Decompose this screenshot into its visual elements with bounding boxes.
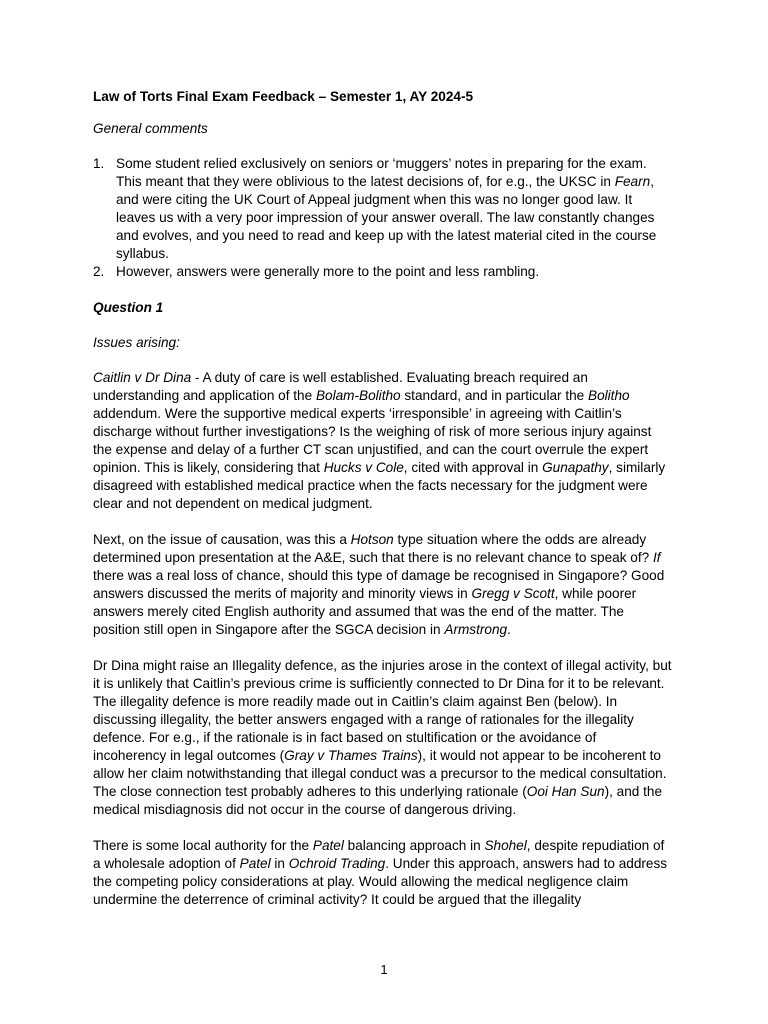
case-name: Patel xyxy=(239,856,271,871)
case-name: Armstrong xyxy=(444,622,508,637)
case-name: Hotson xyxy=(350,532,394,547)
paragraph xyxy=(93,837,673,909)
case-name: Caitlin v Dr Dina xyxy=(93,370,192,385)
text-run: ), and the medical misdiagnosis did not occur in the course of dangerous driving. xyxy=(93,784,663,817)
text-run: Dr Dina might raise an Illegality defence, as the injuries arose in the context of illegal activity, but it is unlikely that Caitlin’s previous crime is sufficiently connected to Dr Dina for it to be relevant. The illegality defence is more readily made out in Caitlin’s claim against Ben (below). In discussing illegality, the better answers engaged with a range of rationales for the illegality defence. For e.g., if the rationale is in fact based on stultification or the avoidance of incoherency in legal outcomes ( xyxy=(93,658,672,763)
paragraph xyxy=(93,369,673,513)
case-name: Gray v Thames Trains xyxy=(284,748,418,763)
case-name: Shohel xyxy=(484,838,527,853)
text-run: Some student relied exclusively on seniors or ‘muggers’ notes in preparing for the exam. This meant that they were oblivious to the latest decisions of, for e.g., the UKSC in xyxy=(116,156,647,189)
list-item-text xyxy=(116,156,656,261)
case-name: Gregg v Scott xyxy=(471,586,555,601)
text-run: type situation where the odds are already determined upon presentation at the A&E, such that there is no relevant chance to speak of? xyxy=(93,532,653,565)
case-name: If xyxy=(652,550,661,565)
text-run: balancing approach in xyxy=(343,838,485,853)
case-name: Patel xyxy=(312,838,344,853)
case-name: Bolitho xyxy=(588,388,630,403)
text-run: - A duty of care is well established. Evaluating breach required an understanding and application of the xyxy=(93,370,588,403)
text-run: ), it would not appear to be incoherent to allow her claim notwithstanding that illegal conduct was a precursor to the medical consultation. The close connection test probably adheres to this underlying rationale ( xyxy=(93,748,667,799)
document-title: Law of Torts Final Exam Feedback – Semester 1, AY 2024-5 xyxy=(93,89,474,104)
text-run: , and were citing the UK Court of Appeal judgment when this was no longer good law. It leaves us with a very poor impression of your answer overall. The law constantly changes and evolves, and you need to read and keep up with the latest material cited in the course syllabus. xyxy=(116,174,657,261)
text-run: addendum. Were the supportive medical experts ‘irresponsible’ in agreeing with Caitlin’s discharge without further investigations? Is the weighing of risk of more serious injury against the expense and delay of a further CT scan unjustified, and can the court overrule the expert opinion. This is likely, considering that xyxy=(93,406,652,475)
text-run: , despite repudiation of a wholesale adoption of xyxy=(93,838,665,871)
question-heading: Question 1 xyxy=(93,300,164,315)
text-run: However, answers were generally more to the point and less rambling. xyxy=(116,264,540,279)
issues-heading: Issues arising: xyxy=(93,335,180,350)
text-run: Next, on the issue of causation, was this a xyxy=(93,532,351,547)
paragraph xyxy=(93,531,673,639)
case-name: Fearn xyxy=(614,174,651,189)
text-run: , while poorer answers merely cited English authority and assumed that was the end of the matter. The position still open in Singapore after the SGCA decision in xyxy=(93,586,637,637)
case-name: Hucks v Cole xyxy=(323,460,404,475)
paragraph xyxy=(93,657,673,819)
document-body xyxy=(93,88,673,927)
body-paragraphs xyxy=(93,369,673,909)
text-run: . xyxy=(507,622,511,637)
text-run: standard, and in particular the xyxy=(400,388,588,403)
list-item-number: 1. xyxy=(93,156,105,171)
list-item xyxy=(93,155,673,263)
case-name: Gunapathy xyxy=(542,460,609,475)
case-name: Bolam-Bolitho xyxy=(315,388,401,403)
text-run: , similarly disagreed with established medical practice when the facts necessary for the judgment were clear and not dependent on medical judgment. xyxy=(93,460,666,511)
general-comments-list xyxy=(93,155,673,281)
text-run: in xyxy=(270,856,289,871)
text-run: , cited with approval in xyxy=(403,460,543,475)
case-name: Ooi Han Sun xyxy=(526,784,605,799)
case-name: Ochroid Trading xyxy=(288,856,386,871)
list-item-number: 2. xyxy=(93,264,105,279)
text-run: . Under this approach, answers had to address the competing policy considerations at play. Would allowing the medical negligence claim undermine the deterrence of criminal activity? It could be argued that the illegality xyxy=(93,856,668,907)
list-item-text xyxy=(116,264,539,279)
text-run: There is some local authority for the xyxy=(93,838,313,853)
text-run: there was a real loss of chance, should this type of damage be recognised in Singapore? Good answers discussed the merits of majority and minority views in xyxy=(93,568,665,601)
page-number: 1 xyxy=(380,962,388,977)
list-item xyxy=(93,263,673,281)
general-comments-heading: General comments xyxy=(93,121,208,136)
